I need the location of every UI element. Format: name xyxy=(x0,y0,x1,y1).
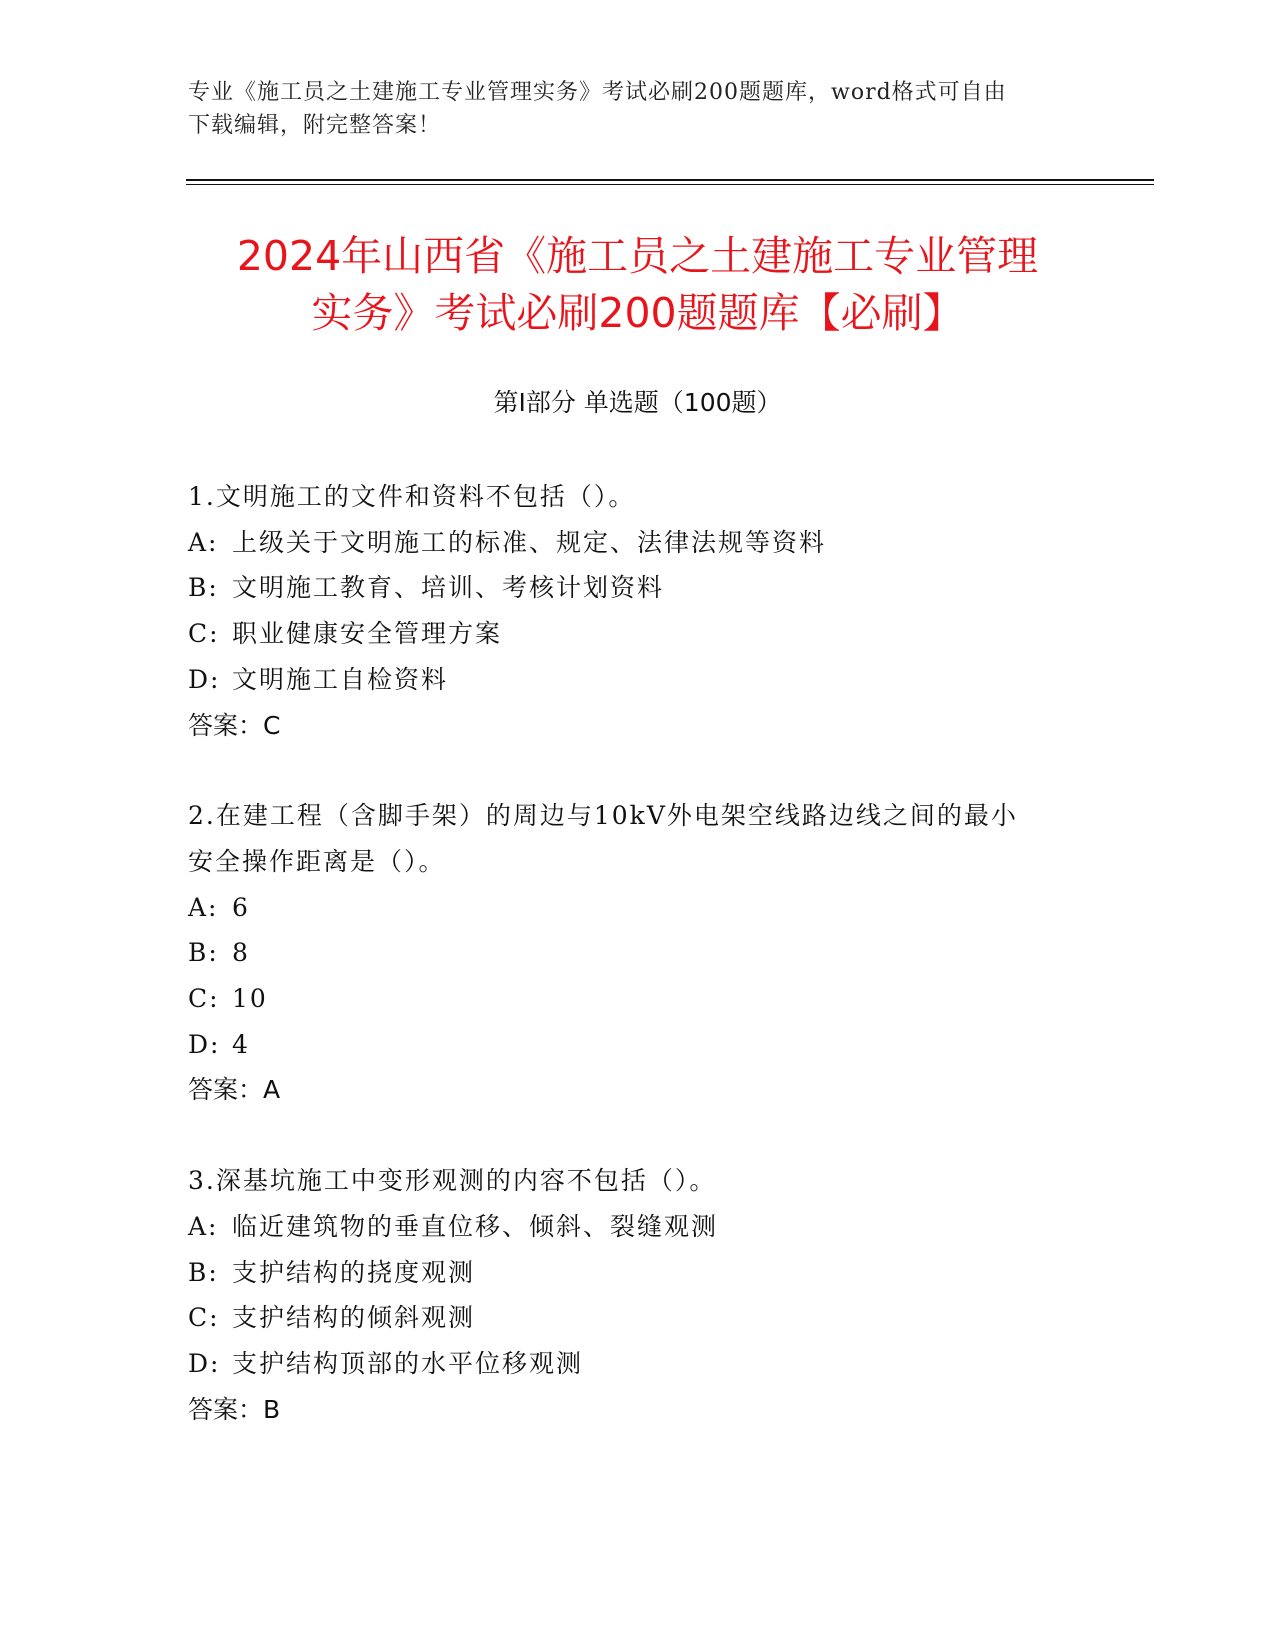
option-letter: C: xyxy=(188,984,220,1014)
question-3 xyxy=(188,1158,1088,1432)
option-text: 支护结构的倾斜观测 xyxy=(232,1303,476,1333)
option-c xyxy=(188,1295,1088,1341)
answer-text: 答案：A xyxy=(188,1075,281,1105)
header-divider-thick xyxy=(186,179,1154,181)
answer-text: 答案：C xyxy=(188,710,281,740)
option-text: 文明施工自检资料 xyxy=(232,664,449,694)
option-letter: A: xyxy=(188,1211,219,1241)
option-text: 职业健康安全管理方案 xyxy=(232,619,503,649)
option-b xyxy=(188,1250,1088,1296)
option-a xyxy=(188,520,1088,566)
option-d xyxy=(188,1341,1088,1387)
answer-text: 答案：B xyxy=(188,1394,281,1424)
document-title-line-2: 实务》考试必刷200题题库【必刷】 xyxy=(311,289,964,337)
section-heading: 第I部分 单选题（100题） xyxy=(493,388,782,417)
question-2 xyxy=(188,793,1088,1113)
option-letter: C: xyxy=(188,1303,220,1333)
option-b xyxy=(188,565,1088,611)
question-stem: 2.在建工程（含脚手架）的周边与10kV外电架空线路边线之间的最小 xyxy=(188,801,1018,831)
option-text: 4 xyxy=(232,1029,250,1059)
header-divider-thin xyxy=(186,184,1154,185)
question-list xyxy=(188,474,1088,1477)
option-letter: D: xyxy=(188,1348,221,1378)
option-letter: A: xyxy=(188,527,219,557)
option-text: 6 xyxy=(232,892,250,922)
option-b xyxy=(188,930,1088,976)
option-letter: C: xyxy=(188,619,220,649)
option-c xyxy=(188,611,1088,657)
option-text: 上级关于文明施工的标准、规定、法律法规等资料 xyxy=(232,527,827,557)
option-d xyxy=(188,1022,1088,1068)
option-letter: A: xyxy=(188,892,219,922)
option-letter: B: xyxy=(188,573,219,603)
option-text: 支护结构顶部的水平位移观测 xyxy=(232,1348,584,1378)
option-d xyxy=(188,657,1088,703)
option-letter: D: xyxy=(188,664,221,694)
option-text: 文明施工教育、培训、考核计划资料 xyxy=(232,573,665,603)
option-text: 支护结构的挠度观测 xyxy=(232,1257,476,1287)
document-title xyxy=(150,228,1125,342)
question-stem: 3.深基坑施工中变形观测的内容不包括（）。 xyxy=(188,1166,717,1196)
option-a xyxy=(188,1204,1088,1250)
option-letter: D: xyxy=(188,1029,221,1059)
header-note xyxy=(188,76,1088,142)
option-a xyxy=(188,885,1088,931)
question-1 xyxy=(188,474,1088,748)
option-text: 10 xyxy=(232,984,268,1014)
option-letter: B: xyxy=(188,938,219,968)
question-stem: 1.文明施工的文件和资料不包括（）。 xyxy=(188,482,636,511)
option-letter: B: xyxy=(188,1257,219,1287)
header-note-line-1: 专业《施工员之土建施工专业管理实务》考试必刷200题题库，word格式可自由 xyxy=(188,80,1007,105)
option-text: 8 xyxy=(232,938,250,968)
question-stem-continued: 安全操作距离是（）。 xyxy=(188,846,446,876)
option-text: 临近建筑物的垂直位移、倾斜、裂缝观测 xyxy=(232,1211,719,1241)
document-title-line-1: 2024年山西省《施工员之土建施工专业管理 xyxy=(236,232,1039,280)
header-note-line-2: 下载编辑，附完整答案！ xyxy=(188,113,442,138)
option-c xyxy=(188,976,1088,1022)
